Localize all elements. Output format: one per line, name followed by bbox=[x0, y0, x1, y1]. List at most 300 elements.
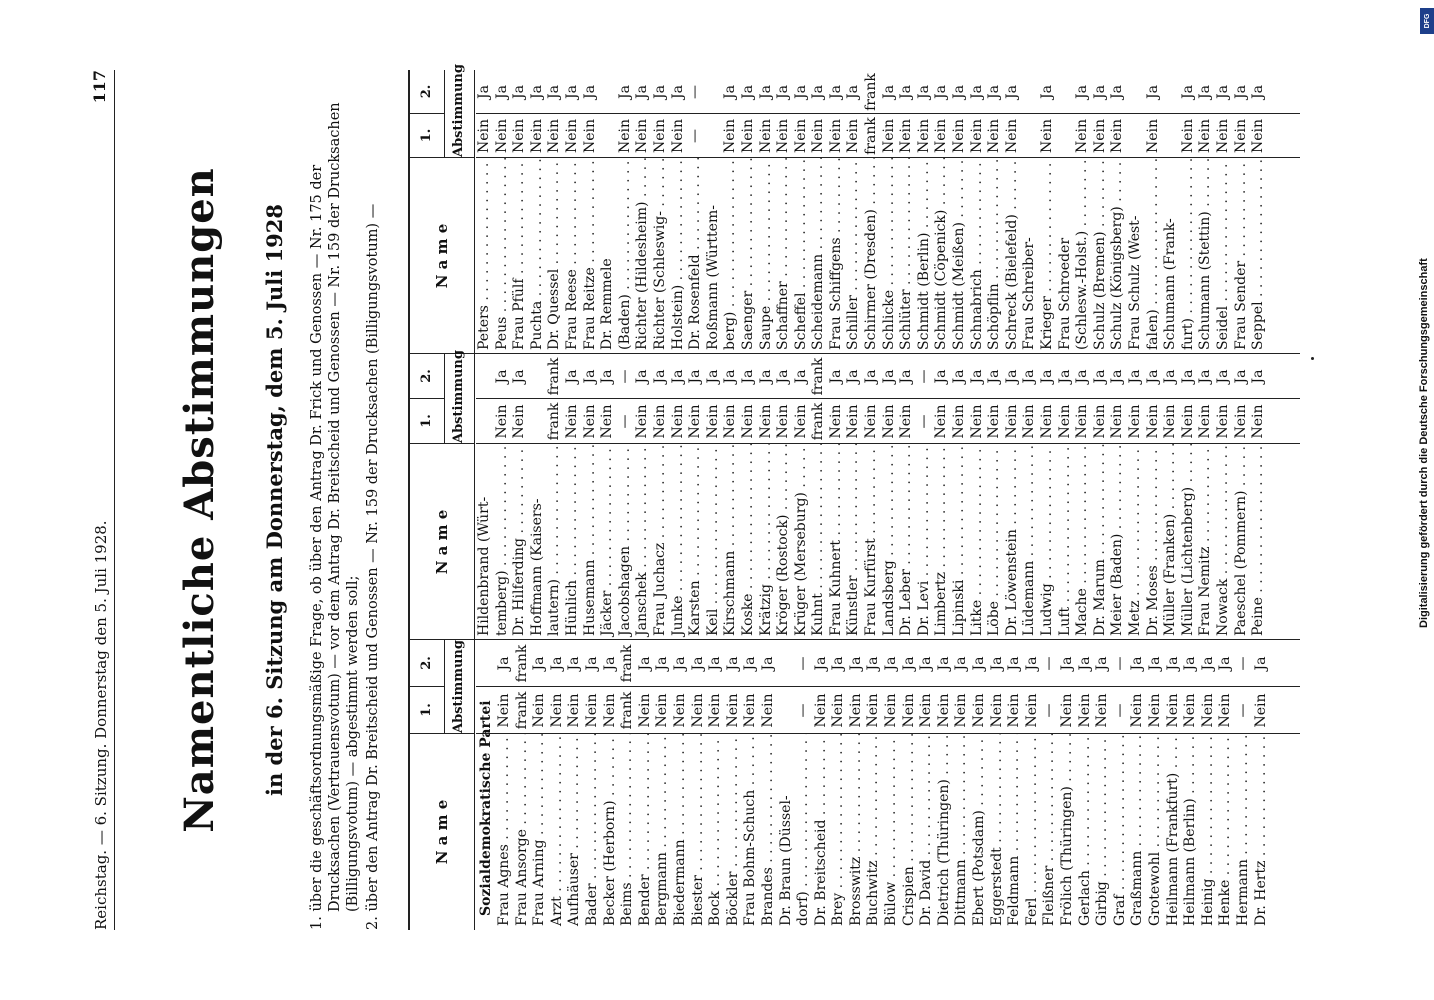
vote2-cell: Ja bbox=[880, 369, 897, 384]
vote2-header: 2. bbox=[419, 656, 434, 670]
member-name: Schmidt (Cöpenick) . . . bbox=[933, 158, 951, 354]
table-row bbox=[1180, 354, 1198, 640]
vote2-cell: Ja bbox=[792, 369, 809, 384]
vote2-cell: Ja bbox=[1162, 369, 1179, 384]
dfg-sidenote-text: Digitalisierung gefördert durch die Deutsche Forschungsgemeinschaft bbox=[1418, 258, 1430, 628]
vote1-cell: Nein bbox=[531, 693, 548, 728]
print-speck bbox=[1311, 357, 1314, 360]
member-name: Löbe . . . bbox=[986, 444, 1004, 640]
table-row bbox=[793, 354, 811, 640]
member-name: Frölich (Thüringen) . . . bbox=[1059, 734, 1077, 930]
dfg-logo-text: DFG bbox=[1423, 13, 1431, 29]
table-row bbox=[1200, 640, 1218, 930]
member-name: Holstein) . . . bbox=[670, 158, 688, 354]
table-column-3 bbox=[410, 64, 1300, 354]
vote2-cell: Ja bbox=[1250, 369, 1267, 384]
vote1-cell: Nein bbox=[1074, 118, 1091, 154]
vote1-cell: Nein bbox=[1252, 693, 1269, 728]
vote1-cell: Nein bbox=[616, 118, 633, 154]
vote1-cell: — bbox=[915, 414, 932, 429]
member-name: Dr. Quessel . . . bbox=[546, 158, 564, 354]
vote2-cell bbox=[1162, 70, 1180, 114]
vote1-cell: Nein bbox=[951, 118, 968, 154]
table-row bbox=[476, 354, 494, 640]
vote1-cell: Nein bbox=[951, 404, 968, 439]
vote2-cell: Ja bbox=[1144, 369, 1161, 384]
table-row bbox=[936, 640, 954, 930]
vote1-cell: Nein bbox=[511, 118, 528, 154]
member-name: dorf) . . . bbox=[795, 734, 813, 930]
table-row bbox=[901, 640, 919, 930]
vote2-cell: Ja bbox=[493, 369, 510, 384]
table-row bbox=[933, 70, 951, 354]
vote2-cell: frank bbox=[546, 357, 563, 396]
vote1-cell: Nein bbox=[1217, 693, 1234, 728]
member-name: Hoffmann (Kaisers- bbox=[528, 498, 545, 636]
table-row bbox=[1109, 354, 1127, 640]
vote2-cell: Ja bbox=[775, 369, 792, 384]
vote2-cell: Ja bbox=[531, 656, 548, 671]
vote2-cell: Ja bbox=[583, 656, 600, 671]
vote2-cell: — bbox=[1234, 656, 1251, 671]
vote2-cell: Ja bbox=[724, 656, 741, 671]
table-row bbox=[778, 640, 796, 930]
vote1-cell: Nein bbox=[918, 693, 935, 728]
member-name: Frau Nemitz . . . bbox=[1197, 444, 1215, 640]
vote2-cell: Ja bbox=[476, 85, 492, 99]
member-name: Schulz (Königsberg) . . . bbox=[1109, 158, 1127, 354]
vote2-cell: Ja bbox=[900, 656, 917, 671]
member-name: Bader . . . bbox=[584, 734, 602, 930]
table-row bbox=[1006, 640, 1024, 930]
vote2-cell: Ja bbox=[563, 369, 580, 384]
table-row bbox=[1165, 640, 1183, 930]
vote1-cell: Nein bbox=[1074, 404, 1091, 439]
vote-label: Abstimmung bbox=[451, 64, 466, 157]
vote-table bbox=[408, 64, 1300, 930]
vote2-cell: Ja bbox=[951, 369, 968, 384]
vote1-cell: Nein bbox=[476, 118, 492, 154]
member-name: Dr. Leber . . . bbox=[898, 444, 916, 640]
table-column-2 bbox=[410, 350, 1300, 640]
member-name: Künstler . . . bbox=[845, 444, 863, 640]
vote2-cell: Ja bbox=[1074, 85, 1091, 99]
vote2-cell: Ja bbox=[1250, 85, 1267, 99]
member-name: Frau Schreiber- bbox=[1021, 237, 1038, 350]
table-row bbox=[953, 640, 971, 930]
table-row bbox=[1039, 70, 1057, 354]
vote1-cell: Nein bbox=[812, 693, 829, 728]
vote1-cell: Nein bbox=[581, 404, 598, 439]
vote2-cell: Ja bbox=[865, 656, 882, 671]
table-row bbox=[971, 640, 989, 930]
vote2-cell: Ja bbox=[1146, 656, 1163, 671]
vote2-cell: Ja bbox=[1094, 656, 1111, 671]
vote2-cell: Ja bbox=[935, 656, 952, 671]
member-name: Biedermann . . . bbox=[672, 734, 690, 930]
vote2-cell: Ja bbox=[847, 656, 864, 671]
vote1-cell: Nein bbox=[583, 693, 600, 728]
member-name: Seidel . . . bbox=[1215, 158, 1233, 354]
member-name: Frau Schroeder bbox=[1056, 237, 1073, 350]
table-row bbox=[1024, 640, 1042, 930]
vote2-cell: Ja bbox=[988, 656, 1005, 671]
vote2-cell: — bbox=[616, 369, 633, 384]
member-name: Graßmann . . . bbox=[1129, 734, 1147, 930]
vote2-cell: Ja bbox=[1059, 656, 1075, 671]
vote2-cell: Ja bbox=[654, 656, 671, 671]
table-row bbox=[599, 354, 617, 640]
vote2-cell: Ja bbox=[511, 85, 528, 99]
member-name: falen) . . . bbox=[1145, 158, 1163, 354]
vote2-cell: Ja bbox=[739, 369, 756, 384]
vote2-cell: Ja bbox=[599, 369, 616, 384]
table-row bbox=[652, 354, 670, 640]
table-row bbox=[1021, 70, 1039, 354]
member-name: Peus . . . bbox=[494, 158, 512, 354]
table-row bbox=[725, 640, 743, 930]
table-row bbox=[1057, 354, 1075, 640]
vote2-cell: Ja bbox=[1252, 656, 1269, 671]
dfg-logo-icon bbox=[1420, 8, 1434, 34]
member-name: Bülow . . . bbox=[883, 734, 901, 930]
vote1-cell: Nein bbox=[1232, 404, 1249, 439]
member-name: Brandes . . . bbox=[760, 734, 778, 930]
member-name: Ludwig . . . bbox=[1039, 444, 1057, 640]
member-name: Bender . . . bbox=[637, 734, 655, 930]
vote2-cell: Ja bbox=[986, 369, 1003, 384]
vote1-cell: — bbox=[687, 129, 704, 143]
member-name: temberg) . . . bbox=[494, 444, 512, 640]
table-row bbox=[705, 70, 723, 354]
column-header bbox=[410, 64, 475, 354]
vote2-cell: Ja bbox=[1021, 369, 1038, 384]
table-row bbox=[582, 70, 600, 354]
vote2-cell: Ja bbox=[1232, 85, 1249, 99]
table-row bbox=[1021, 354, 1039, 640]
vote2-cell: Ja bbox=[1232, 369, 1249, 384]
vote2-cell: Ja bbox=[1214, 85, 1231, 99]
vote1-cell: Nein bbox=[953, 693, 970, 728]
vote2-cell: Ja bbox=[933, 369, 950, 384]
vote1-cell: Nein bbox=[759, 693, 776, 728]
member-name: Ebert (Potsdam) . . . bbox=[971, 734, 989, 930]
vote1-cell: Nein bbox=[971, 693, 988, 728]
table-row bbox=[1057, 70, 1075, 354]
member-name: Frau Juchacz . . . bbox=[652, 444, 670, 640]
vote1-cell: Nein bbox=[566, 693, 583, 728]
member-name: Buchwitz . . . bbox=[865, 734, 883, 930]
vote2-cell: Ja bbox=[880, 85, 897, 99]
vote1-cell: Nein bbox=[651, 118, 668, 154]
vote1-cell: Nein bbox=[1126, 404, 1143, 439]
vote2-cell: Ja bbox=[528, 85, 545, 99]
vote1-cell: Nein bbox=[880, 118, 897, 154]
member-name: Frau Arning . . . bbox=[531, 734, 549, 930]
vote2-cell: Ja bbox=[636, 656, 653, 671]
vote1-cell: Nein bbox=[1182, 693, 1199, 728]
vote2-cell: Ja bbox=[722, 85, 739, 99]
vote1-cell: Nein bbox=[845, 404, 862, 439]
member-name: (Baden) . . . bbox=[617, 158, 635, 354]
vote2-cell: frank bbox=[810, 357, 827, 396]
vote1-cell: Nein bbox=[724, 693, 741, 728]
vote1-cell: Nein bbox=[722, 118, 739, 154]
vote1-cell: Nein bbox=[933, 118, 950, 154]
table-row bbox=[1233, 354, 1251, 640]
vote1-cell: Nein bbox=[1091, 118, 1108, 154]
vote1-cell: Nein bbox=[1003, 404, 1020, 439]
vote1-cell: Nein bbox=[1006, 693, 1023, 728]
table-row bbox=[546, 70, 564, 354]
vote2-cell: Ja bbox=[1214, 369, 1231, 384]
table-row bbox=[883, 640, 901, 930]
vote1-cell: Nein bbox=[651, 404, 668, 439]
vote2-cell: Ja bbox=[1109, 369, 1126, 384]
table-row bbox=[951, 354, 969, 640]
vote1-cell: Nein bbox=[1003, 118, 1020, 154]
table-row bbox=[881, 70, 899, 354]
table-row bbox=[722, 70, 740, 354]
vote2-cell: Ja bbox=[1197, 85, 1214, 99]
vote2-cell: Ja bbox=[953, 656, 970, 671]
vote1-cell: Nein bbox=[900, 693, 917, 728]
vote1-cell: Nein bbox=[1197, 118, 1214, 154]
table-row bbox=[619, 640, 637, 930]
table-row bbox=[810, 70, 828, 354]
member-name: Dr. Braun (Düssel- bbox=[777, 795, 794, 926]
member-name: Jacobshagen . . . bbox=[617, 444, 635, 640]
table-row bbox=[1253, 640, 1271, 930]
member-name: Kirschmann . . . bbox=[722, 444, 740, 640]
table-row bbox=[1092, 70, 1110, 354]
vote1-cell: Nein bbox=[935, 693, 952, 728]
vote2-cell: — bbox=[1041, 656, 1058, 671]
member-name: Heilmann (Berlin) . . . bbox=[1182, 734, 1200, 930]
member-name: Peters . . . bbox=[476, 158, 494, 354]
member-name: Junke . . . bbox=[670, 444, 688, 640]
vote1-cell: Nein bbox=[634, 118, 651, 154]
member-name: lautern) . . . bbox=[546, 444, 564, 640]
member-name: Jäcker . . . bbox=[599, 444, 617, 640]
vote2-cell: Ja bbox=[757, 85, 774, 99]
vote1-cell: Nein bbox=[689, 693, 706, 728]
member-name: Meier (Baden) . . . bbox=[1109, 444, 1127, 640]
member-name: Koske . . . bbox=[740, 444, 758, 640]
intro-item: 2. über den Antrag Dr. Breitscheid und Genossen — Nr. 159 der Drucksachen (Billigungsvotum) — bbox=[365, 203, 381, 930]
table-row bbox=[672, 640, 690, 930]
vote1-cell: Nein bbox=[739, 404, 756, 439]
vote1-cell: Nein bbox=[563, 118, 580, 154]
vote1-cell: Nein bbox=[1197, 404, 1214, 439]
vote-label: Abstimmung bbox=[451, 640, 466, 733]
vote2-cell: Ja bbox=[651, 369, 668, 384]
vote2-cell: frank bbox=[513, 644, 530, 683]
vote2-cell: — bbox=[1111, 656, 1128, 671]
member-name: Grotewohl . . . bbox=[1147, 734, 1165, 930]
table-row bbox=[775, 70, 793, 354]
table-row bbox=[1197, 70, 1215, 354]
vote2-cell: Ja bbox=[898, 369, 915, 384]
table-row bbox=[916, 70, 934, 354]
member-name: Dietrich (Thüringen) . . . bbox=[936, 734, 954, 930]
member-name: Schmidt (Berlin) . . . bbox=[916, 158, 934, 354]
vote2-cell: Ja bbox=[898, 85, 915, 99]
table-row bbox=[758, 354, 776, 640]
vote1-cell: Nein bbox=[1059, 693, 1075, 728]
vote2-cell: Ja bbox=[601, 656, 618, 671]
table-row bbox=[496, 640, 514, 930]
vote1-cell: — bbox=[1041, 703, 1058, 718]
table-row bbox=[828, 354, 846, 640]
member-name: Brosswitz . . . bbox=[848, 734, 866, 930]
vote1-cell: Nein bbox=[1214, 404, 1231, 439]
vote1-cell: Nein bbox=[1232, 118, 1249, 154]
member-name: Beims . . . bbox=[619, 734, 637, 930]
vote1-cell: — bbox=[616, 414, 633, 429]
table-row bbox=[1215, 70, 1233, 354]
vote1-cell: Nein bbox=[601, 693, 618, 728]
vote1-cell: frank bbox=[863, 117, 880, 155]
vote1-cell bbox=[1162, 114, 1180, 158]
vote1-cell: — bbox=[795, 703, 812, 718]
member-name: Henke . . . bbox=[1217, 734, 1235, 930]
vote1-cell: Nein bbox=[599, 404, 616, 439]
vote2-cell: Ja bbox=[722, 369, 739, 384]
member-name: Scheffel . . . bbox=[793, 158, 811, 354]
member-name: Dr. David . . . bbox=[918, 734, 936, 930]
member-name: Frau Reitze . . . bbox=[582, 158, 600, 354]
member-name: Schulz (Bremen) . . . bbox=[1092, 158, 1110, 354]
table-row bbox=[1094, 640, 1112, 930]
vote2-cell bbox=[705, 70, 723, 114]
member-name: Bock . . . bbox=[707, 734, 725, 930]
vote1-cell: Nein bbox=[757, 404, 774, 439]
member-name: Richter (Schleswig- . . . bbox=[652, 158, 670, 354]
vote2-cell: Ja bbox=[1074, 369, 1091, 384]
vote2-cell: Ja bbox=[827, 369, 844, 384]
member-name: Graf . . . bbox=[1112, 734, 1130, 930]
member-name: Metz . . . bbox=[1127, 444, 1145, 640]
vote1-cell: Nein bbox=[1023, 693, 1040, 728]
vote1-header: 1. bbox=[410, 686, 444, 733]
table-row bbox=[1109, 70, 1127, 354]
vote1-cell: Nein bbox=[1039, 404, 1055, 439]
column-header bbox=[410, 640, 475, 930]
member-name: Schumann (Frank- bbox=[1162, 218, 1179, 350]
table-row bbox=[705, 354, 723, 640]
vote1-header: 1. bbox=[410, 398, 444, 443]
vote1-cell: Nein bbox=[915, 118, 932, 154]
table-row bbox=[549, 640, 567, 930]
vote2-cell: Ja bbox=[1023, 656, 1040, 671]
member-name: Schumann (Stettin) . . . bbox=[1197, 158, 1215, 354]
vote2-cell: Ja bbox=[1091, 85, 1108, 99]
member-name: Schirmer (Dresden) . . . bbox=[863, 158, 881, 354]
vote2-cell: Ja bbox=[1199, 656, 1216, 671]
table-row bbox=[1162, 70, 1180, 354]
vote2-cell: Ja bbox=[933, 85, 950, 99]
table-row bbox=[1197, 354, 1215, 640]
member-name: Aufhäuser . . . bbox=[566, 734, 584, 930]
vote2-cell: Ja bbox=[863, 369, 880, 384]
table-row bbox=[511, 70, 529, 354]
table-row bbox=[1004, 354, 1022, 640]
member-name: Kröger (Rostock) . . . bbox=[775, 444, 793, 640]
member-name: Keil . . . bbox=[705, 444, 723, 640]
table-row bbox=[602, 640, 620, 930]
member-name: Dr. Breitscheid . . . bbox=[813, 734, 831, 930]
vote1-cell: Nein bbox=[986, 118, 1003, 154]
table-row bbox=[566, 640, 584, 930]
table-row bbox=[760, 640, 778, 930]
vote2-cell: Ja bbox=[1056, 369, 1073, 384]
vote2-cell: Ja bbox=[830, 656, 847, 671]
vote1-cell bbox=[529, 399, 547, 444]
table-row bbox=[494, 354, 512, 640]
table-row bbox=[951, 70, 969, 354]
table-row bbox=[1077, 640, 1095, 930]
vote2-cell: Ja bbox=[566, 656, 583, 671]
table-row bbox=[1162, 354, 1180, 640]
table-row bbox=[687, 70, 705, 354]
vote1-cell bbox=[1127, 114, 1145, 158]
vote2-cell: Ja bbox=[1179, 85, 1196, 99]
vote2-cell: Ja bbox=[1039, 85, 1055, 99]
vote1-cell: Nein bbox=[898, 118, 915, 154]
table-row bbox=[863, 70, 881, 354]
member-name: Heinig . . . bbox=[1200, 734, 1218, 930]
member-name: Dr. Moses . . . bbox=[1145, 444, 1163, 640]
vote2-cell: Ja bbox=[669, 369, 686, 384]
vote1-cell: Nein bbox=[687, 404, 704, 439]
vote2-cell: Ja bbox=[739, 85, 756, 99]
vote1-cell: Nein bbox=[1164, 693, 1181, 728]
vote2-cell: Ja bbox=[563, 85, 580, 99]
vote1-cell: Nein bbox=[898, 404, 915, 439]
table-row bbox=[584, 640, 602, 930]
vote2-cell: — bbox=[795, 656, 812, 671]
member-name: Lipinski . . . bbox=[951, 444, 969, 640]
vote2-cell: Ja bbox=[759, 656, 776, 671]
vote1-cell: Nein bbox=[739, 118, 756, 154]
table-row bbox=[848, 640, 866, 930]
vote2-cell: Ja bbox=[986, 85, 1003, 99]
table-row bbox=[707, 640, 725, 930]
table-row bbox=[1182, 640, 1200, 930]
vote1-cell: Nein bbox=[1250, 404, 1267, 439]
dfg-sidenote bbox=[1416, 8, 1432, 628]
table-rows bbox=[476, 640, 1270, 930]
vote2-cell bbox=[1021, 70, 1039, 114]
table-row bbox=[529, 354, 547, 640]
vote1-cell: Nein bbox=[792, 404, 809, 439]
vote1-cell: Nein bbox=[968, 118, 985, 154]
vote1-cell: Nein bbox=[634, 404, 651, 439]
vote1-header: 1. bbox=[410, 113, 444, 157]
member-name: Richter (Hildesheim) . . . bbox=[634, 158, 652, 354]
member-name: Schöpflin . . . bbox=[986, 158, 1004, 354]
member-name: Saupe . . . bbox=[758, 158, 776, 354]
member-name: Schiller . . . bbox=[845, 158, 863, 354]
member-name: Husemann . . . bbox=[582, 444, 600, 640]
vote2-header: 2. bbox=[419, 369, 434, 383]
vote2-cell: Ja bbox=[810, 85, 827, 99]
vote-header bbox=[410, 640, 474, 733]
vote2-cell: Ja bbox=[883, 656, 900, 671]
vote1-cell: Nein bbox=[548, 693, 565, 728]
table-row bbox=[775, 354, 793, 640]
